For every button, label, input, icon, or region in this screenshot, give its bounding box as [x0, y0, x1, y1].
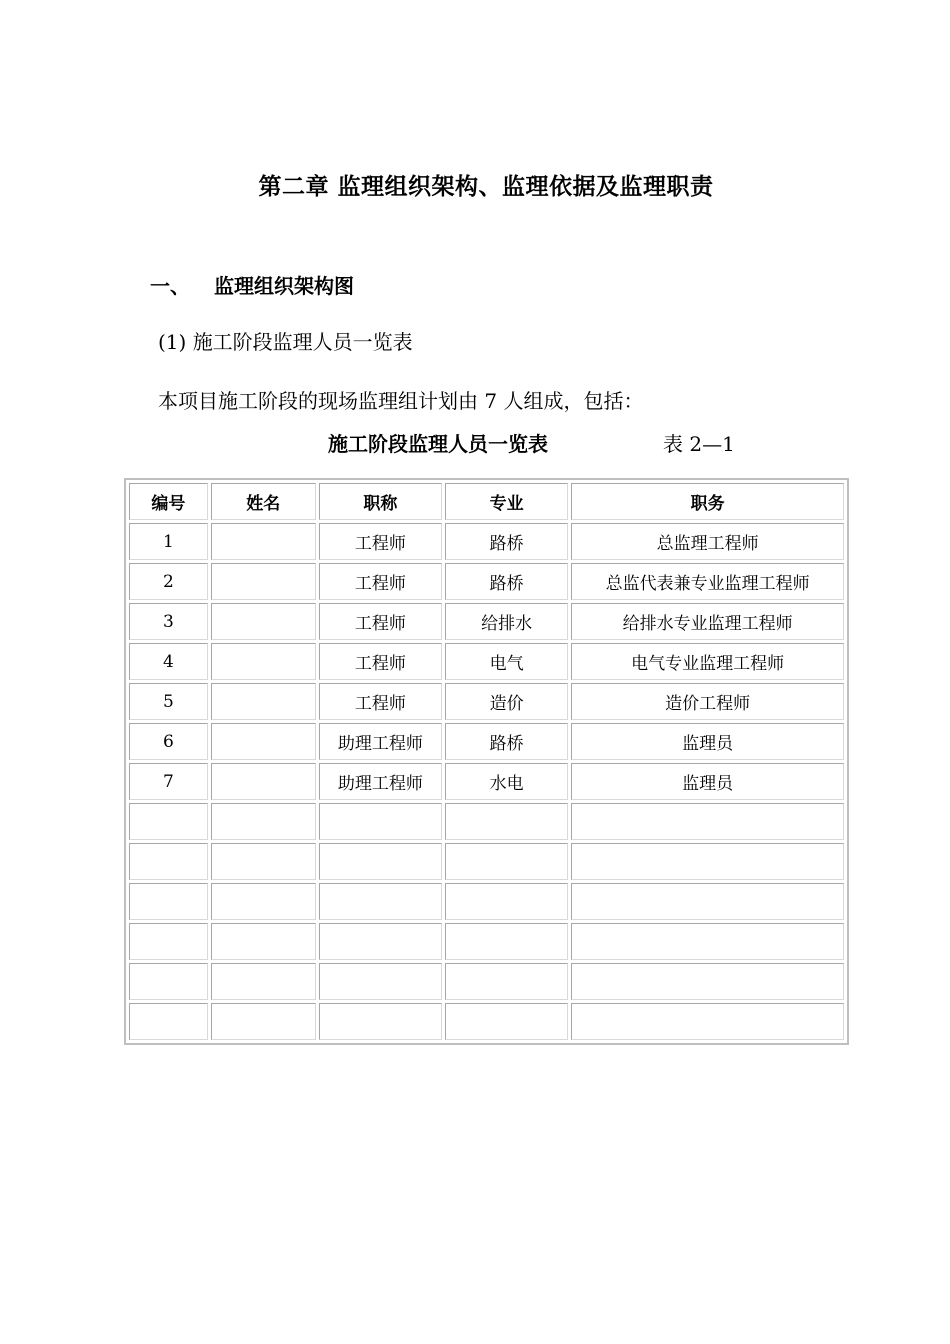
table-row [129, 683, 844, 720]
section-number: 一、 [150, 274, 190, 298]
cell-position: 给排水专业监理工程师 [571, 603, 844, 640]
cell-number: 5 [129, 683, 208, 720]
cell-number [129, 803, 208, 840]
table-header-row [129, 483, 844, 520]
cell-name [211, 963, 316, 1000]
cell-position: 监理员 [571, 723, 844, 760]
chapter-title: 第二章 监理组织架构、监理依据及监理职责 [258, 174, 714, 200]
cell-specialty: 路桥 [445, 563, 568, 600]
intro-paragraph: 本项目施工阶段的现场监理组计划由 7 人组成，包括： [158, 389, 644, 413]
cell-position [571, 843, 844, 880]
cell-title: 工程师 [319, 563, 442, 600]
cell-title [319, 803, 442, 840]
table-row [129, 643, 844, 680]
cell-name [211, 683, 316, 720]
cell-title [319, 883, 442, 920]
cell-name [211, 603, 316, 640]
table-row [129, 563, 844, 600]
cell-number [129, 883, 208, 920]
table-row-empty [129, 1003, 844, 1040]
cell-specialty: 路桥 [445, 523, 568, 560]
cell-position: 总监代表兼专业监理工程师 [571, 563, 844, 600]
cell-position: 造价工程师 [571, 683, 844, 720]
staff-table [124, 478, 849, 1045]
cell-name [211, 923, 316, 960]
cell-name [211, 763, 316, 800]
cell-title: 助理工程师 [319, 763, 442, 800]
section-heading [150, 270, 354, 299]
cell-specialty: 路桥 [445, 723, 568, 760]
cell-name [211, 643, 316, 680]
table-row-empty [129, 803, 844, 840]
header-number: 编号 [129, 483, 208, 520]
cell-title [319, 1003, 442, 1040]
table-caption-title: 施工阶段监理人员一览表 [328, 432, 548, 456]
cell-name [211, 803, 316, 840]
cell-specialty: 水电 [445, 763, 568, 800]
cell-position [571, 963, 844, 1000]
cell-position [571, 883, 844, 920]
cell-name [211, 723, 316, 760]
cell-position [571, 803, 844, 840]
cell-specialty [445, 1003, 568, 1040]
cell-specialty: 电气 [445, 643, 568, 680]
cell-specialty [445, 803, 568, 840]
cell-title [319, 923, 442, 960]
table-row-empty [129, 923, 844, 960]
cell-number: 6 [129, 723, 208, 760]
header-position: 职务 [571, 483, 844, 520]
cell-title [319, 963, 442, 1000]
cell-specialty [445, 883, 568, 920]
cell-number [129, 1003, 208, 1040]
cell-title: 助理工程师 [319, 723, 442, 760]
cell-title: 工程师 [319, 643, 442, 680]
subheading: (1) 施工阶段监理人员一览表 [158, 330, 413, 354]
header-specialty: 专业 [445, 483, 568, 520]
table-row-empty [129, 883, 844, 920]
table-caption-number: 表 2—1 [663, 432, 735, 456]
cell-number [129, 843, 208, 880]
table-row-empty [129, 963, 844, 1000]
cell-position: 监理员 [571, 763, 844, 800]
cell-number: 1 [129, 523, 208, 560]
table-caption [328, 428, 735, 457]
cell-title: 工程师 [319, 683, 442, 720]
cell-specialty [445, 843, 568, 880]
cell-position: 总监理工程师 [571, 523, 844, 560]
table-row-empty [129, 843, 844, 880]
cell-position: 电气专业监理工程师 [571, 643, 844, 680]
cell-specialty [445, 963, 568, 1000]
cell-number: 7 [129, 763, 208, 800]
cell-name [211, 843, 316, 880]
cell-number: 3 [129, 603, 208, 640]
cell-title: 工程师 [319, 603, 442, 640]
cell-title [319, 843, 442, 880]
section-title: 监理组织架构图 [214, 274, 354, 298]
cell-name [211, 1003, 316, 1040]
cell-name [211, 883, 316, 920]
table-row [129, 723, 844, 760]
cell-number: 2 [129, 563, 208, 600]
cell-specialty: 造价 [445, 683, 568, 720]
cell-name [211, 563, 316, 600]
cell-number [129, 923, 208, 960]
cell-number: 4 [129, 643, 208, 680]
table-row [129, 603, 844, 640]
cell-position [571, 1003, 844, 1040]
cell-specialty [445, 923, 568, 960]
cell-name [211, 523, 316, 560]
cell-title: 工程师 [319, 523, 442, 560]
table-row [129, 523, 844, 560]
table-row [129, 763, 844, 800]
header-title: 职称 [319, 483, 442, 520]
header-name: 姓名 [211, 483, 316, 520]
cell-specialty: 给排水 [445, 603, 568, 640]
cell-position [571, 923, 844, 960]
cell-number [129, 963, 208, 1000]
